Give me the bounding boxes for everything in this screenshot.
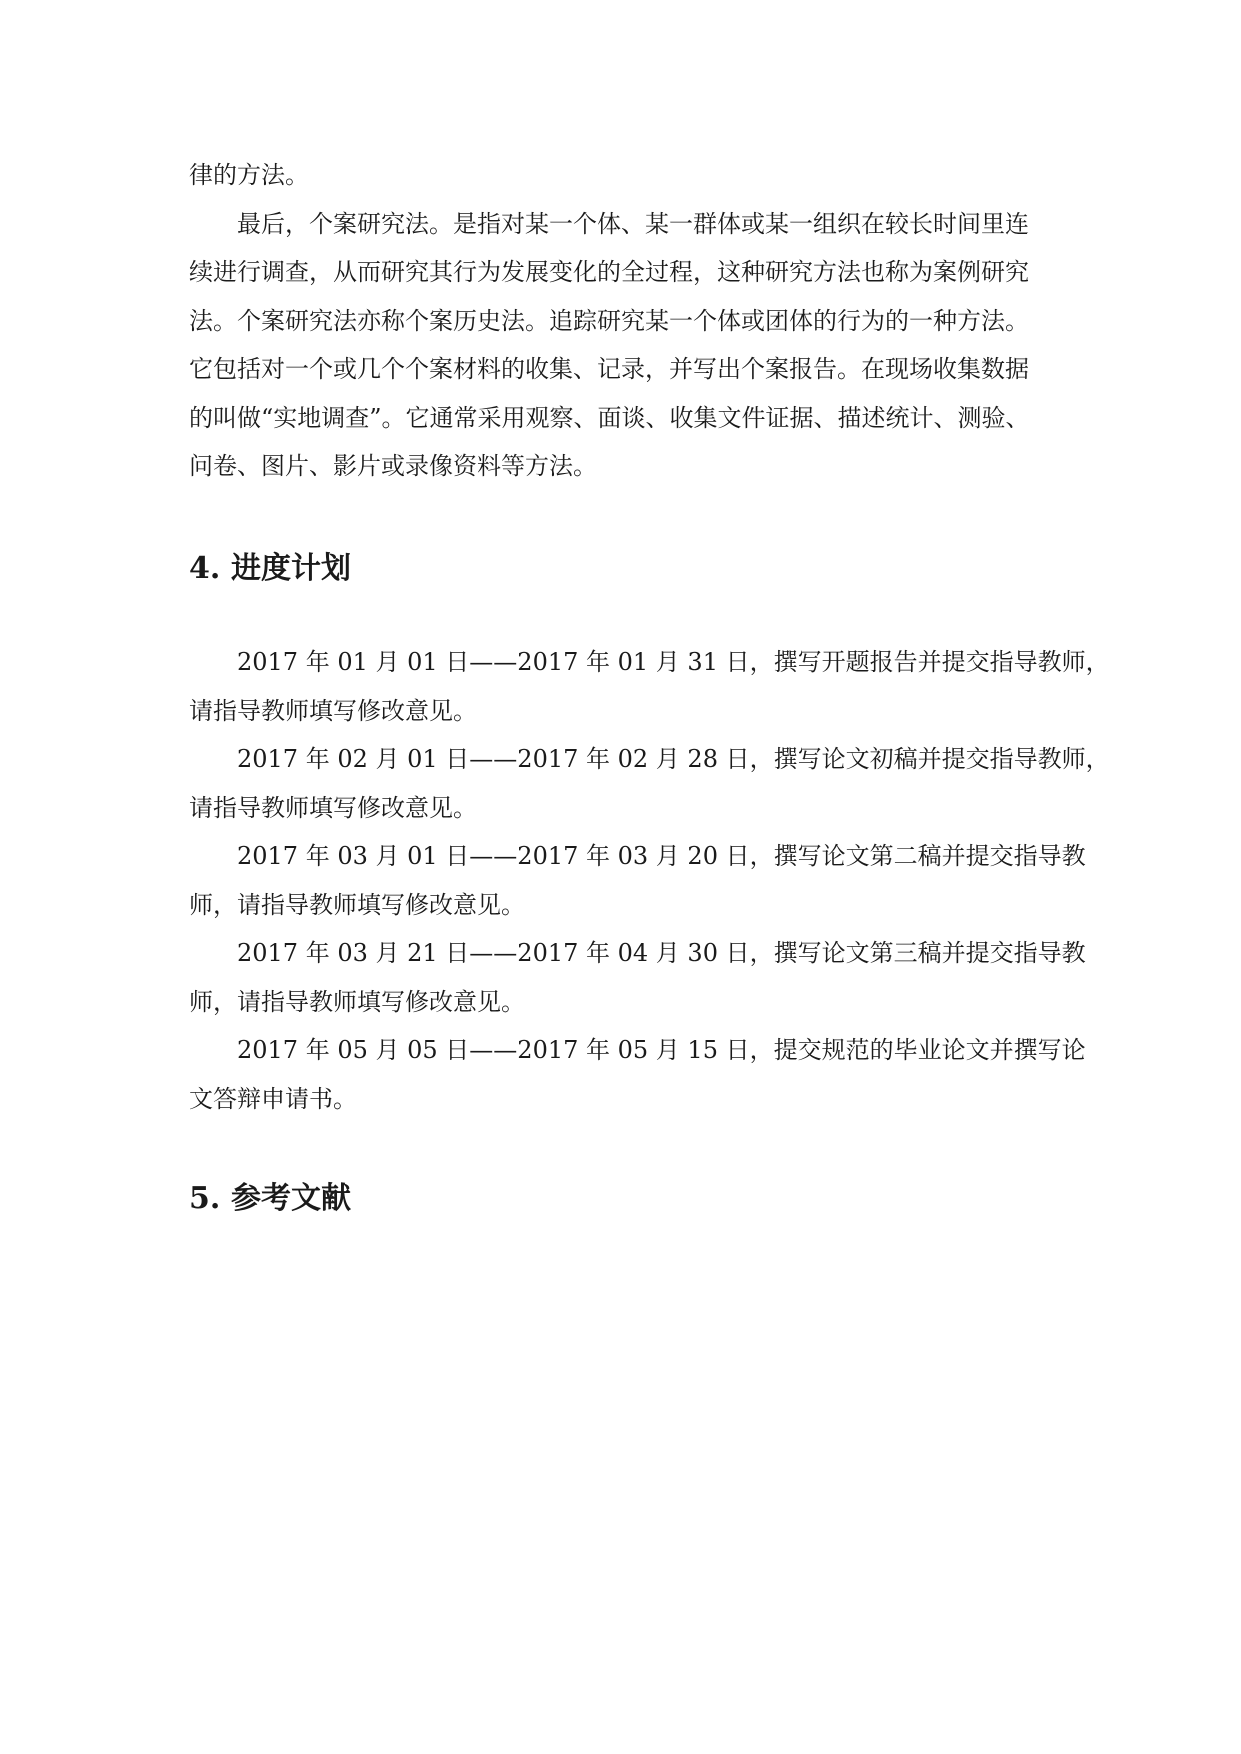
- section-heading: [189, 1179, 351, 1219]
- section-heading: [189, 549, 351, 589]
- body-text-line: 问卷、图片、影片或录像资料等方法。: [189, 452, 597, 480]
- schedule-line: 请指导教师填写修改意见。: [189, 794, 477, 822]
- schedule-line: 2017 年 05 月 05 日——2017 年 05 月 15 日，提交规范的毕业论文并撰写论: [237, 1036, 1086, 1064]
- body-text-line: 续进行调查，从而研究其行为发展变化的全过程，这种研究方法也称为案例研究: [189, 258, 1029, 286]
- body-text-line: 法。个案研究法亦称个案历史法。追踪研究某一个体或团体的行为的一种方法。: [189, 307, 1029, 335]
- schedule-line: 请指导教师填写修改意见。: [189, 697, 477, 725]
- schedule-line: 师，请指导教师填写修改意见。: [189, 988, 525, 1016]
- section-number: 4.: [189, 551, 221, 586]
- body-text-line: 它包括对一个或几个个案材料的收集、记录，并写出个案报告。在现场收集数据: [189, 355, 1029, 383]
- schedule-line: 师，请指导教师填写修改意见。: [189, 891, 525, 919]
- schedule-line: 2017 年 02 月 01 日——2017 年 02 月 28 日，撰写论文初稿并提交指导教师，: [237, 745, 1110, 773]
- schedule-line: 2017 年 01 月 01 日——2017 年 01 月 31 日，撰写开题报告并提交指导教师，: [237, 648, 1110, 676]
- section-title: 进度计划: [231, 551, 351, 586]
- section-number: 5.: [189, 1181, 221, 1216]
- body-text-line: 的叫做“实地调查”。它通常采用观察、面谈、收集文件证据、描述统计、测验、: [189, 404, 1030, 432]
- schedule-line: 2017 年 03 月 01 日——2017 年 03 月 20 日，撰写论文第二稿并提交指导教: [237, 842, 1086, 870]
- body-text-line: 最后，个案研究法。是指对某一个体、某一群体或某一组织在较长时间里连: [237, 210, 1029, 238]
- section-title: 参考文献: [231, 1181, 351, 1216]
- schedule-line: 文答辩申请书。: [189, 1085, 357, 1113]
- schedule-line: 2017 年 03 月 21 日——2017 年 04 月 30 日，撰写论文第三稿并提交指导教: [237, 939, 1086, 967]
- body-text-line: 律的方法。: [189, 161, 309, 189]
